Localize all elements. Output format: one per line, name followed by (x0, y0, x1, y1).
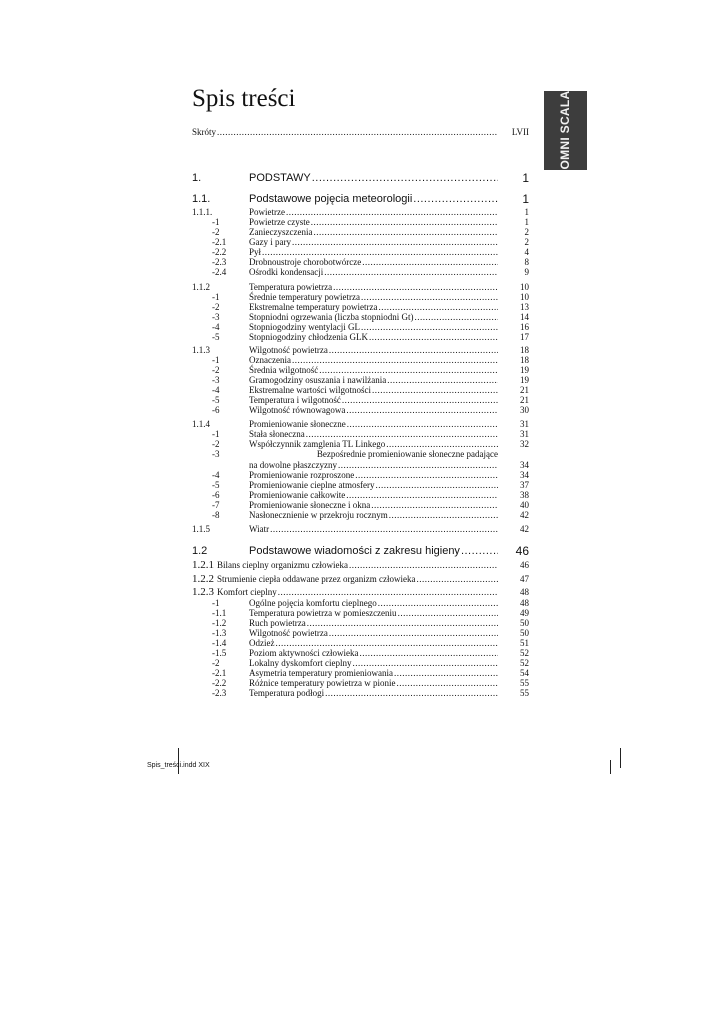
toc-row[interactable] (192, 170, 529, 186)
toc-page: 40 (520, 500, 529, 510)
toc-label: Promieniowanie cieplne atmosfery ..... (249, 479, 498, 491)
footer-file-info: Spis_treści.indd XIX (147, 762, 210, 769)
toc-number: 1.1.1. (192, 207, 213, 217)
toc-row[interactable] (192, 509, 529, 521)
toc-label: Gazy i pary ..... (249, 236, 498, 248)
toc-number: -5 (212, 395, 220, 405)
toc-page: 54 (520, 668, 529, 678)
toc-label: Komfort cieplny ..... (217, 585, 498, 599)
toc-page: 17 (520, 332, 529, 342)
toc-label: Gramogodziny osuszania i nawilżania ..... (249, 374, 498, 386)
crop-mark (620, 748, 621, 768)
toc-number: -2 (212, 227, 220, 237)
toc-page: 19 (520, 375, 529, 385)
toc-number: 1.1. (192, 193, 211, 205)
toc-number: 1. (192, 172, 202, 184)
toc-row[interactable] (192, 558, 529, 572)
toc-number: -2.2 (212, 247, 227, 257)
toc-label: Różnice temperatury powietrza w pionie ..... (249, 677, 498, 689)
toc-page: 18 (520, 345, 529, 355)
toc-label: Ekstremalne wartości wilgotności ..... (249, 384, 498, 396)
toc-label: PODSTAWY ..... (249, 170, 498, 186)
toc-label: Promieniowanie całkowite ..... (249, 489, 498, 501)
toc-label: Drobnoustroje chorobotwórcze ..... (249, 256, 498, 268)
toc-label: Strumienie ciepła oddawane przez organizm człowieka ..... (217, 572, 498, 586)
toc-page: 2 (524, 237, 529, 247)
toc-page: 51 (520, 638, 529, 648)
toc-page: 16 (520, 322, 529, 332)
crop-mark (178, 748, 179, 774)
toc-row[interactable] (192, 331, 529, 343)
toc-page: 46 (520, 560, 529, 570)
toc-page: 1 (524, 207, 529, 217)
toc-label: Ekstremalne temperatury powietrza ..... (249, 301, 498, 313)
toc-number: -2.1 (212, 237, 227, 247)
toc-label: Wiatr ..... (249, 523, 498, 535)
toc-page: 49 (520, 608, 529, 618)
brand-logo-text: OMNI SCALA (558, 90, 572, 170)
toc-page: 34 (520, 460, 529, 470)
toc-number: -2 (212, 439, 220, 449)
toc-number: -1.3 (212, 628, 227, 638)
toc-label: Ruch powietrza ..... (249, 617, 498, 629)
toc-label: Asymetria temperatury promieniowania ..... (249, 667, 498, 679)
toc-label: Poziom aktywności człowieka ..... (249, 647, 498, 659)
toc-number: -5 (212, 332, 220, 342)
toc-page: 31 (520, 429, 529, 439)
toc-label: na dowolne płaszczyzny ..... (249, 459, 498, 471)
toc-row[interactable] (192, 191, 529, 207)
toc-page: 10 (520, 292, 529, 302)
toc-label: Współczynnik zamglenia TL Linkego ..... (249, 438, 498, 450)
toc-number: 1.2.1 (192, 559, 214, 571)
toc-label: Stopniogodziny wentylacji GL ..... (249, 321, 498, 333)
toc-label: Lokalny dyskomfort cieplny ..... (249, 657, 498, 669)
toc-number: -6 (212, 405, 220, 415)
toc-number: -1 (212, 217, 220, 227)
toc-label: Nasłonecznienie w przekroju rocznym ..... (249, 509, 498, 521)
toc-label: Podstawowe pojęcia meteorologii ..... (249, 191, 498, 207)
toc-number: -1 (212, 355, 220, 365)
toc-page: 1 (524, 217, 529, 227)
toc-page: 19 (520, 365, 529, 375)
toc-page: 48 (520, 598, 529, 608)
toc-page: 21 (520, 385, 529, 395)
toc-number: 1.2.2 (192, 573, 214, 585)
toc-number: -2 (212, 302, 220, 312)
toc-number: -1 (212, 292, 220, 302)
toc-page: 38 (520, 490, 529, 500)
toc-number: -3 (212, 312, 220, 322)
toc-page: 50 (520, 618, 529, 628)
toc-page: 9 (524, 267, 529, 277)
toc-label: Ośrodki kondensacji ..... (249, 266, 498, 278)
toc-number: -4 (212, 470, 220, 480)
toc-label: Stała słoneczna ..... (249, 428, 498, 440)
toc-row[interactable] (192, 266, 529, 278)
toc-label: Zanieczyszczenia ..... (249, 226, 498, 238)
toc-row[interactable] (192, 572, 529, 586)
toc-number: 1.2 (192, 545, 208, 557)
toc-label: Odzież ..... (249, 637, 498, 649)
toc-number: -8 (212, 510, 220, 520)
toc-number: -1 (212, 598, 220, 608)
toc-page: 46 (515, 544, 529, 558)
toc-page: 18 (520, 355, 529, 365)
toc-number: 1.1.5 (192, 524, 210, 534)
toc-row[interactable] (192, 543, 529, 559)
toc-number: -3 (212, 449, 220, 459)
toc-page: 55 (520, 678, 529, 688)
toc-number: -1.1 (212, 608, 227, 618)
toc-number: 1.1.2 (192, 282, 210, 292)
toc-page: 42 (520, 510, 529, 520)
toc-label: Promieniowanie słoneczne ..... (249, 418, 498, 430)
toc-page: 37 (520, 480, 529, 490)
toc-page: 10 (520, 282, 529, 292)
toc-label: Wilgotność równowagowa ..... (249, 404, 498, 416)
toc-number: -7 (212, 500, 220, 510)
toc-page: 4 (524, 247, 529, 257)
toc-label: Oznaczenia ..... (249, 354, 498, 366)
toc-label: Promieniowanie rozproszone ..... (249, 469, 498, 481)
toc-page: 13 (520, 302, 529, 312)
toc-page: 52 (520, 648, 529, 658)
toc-page: 42 (520, 524, 529, 534)
toc-row[interactable] (192, 687, 529, 699)
toc-page: 31 (520, 419, 529, 429)
page-title: Spis treści (192, 85, 296, 112)
toc-number: -5 (212, 480, 220, 490)
toc-number: -2 (212, 365, 220, 375)
toc-page: 14 (520, 312, 529, 322)
toc-number: -4 (212, 385, 220, 395)
toc-number: 1.1.4 (192, 419, 210, 429)
toc-label: Skróty ..... (192, 126, 498, 138)
toc-page: LVII (511, 127, 529, 137)
toc-number: -6 (212, 490, 220, 500)
toc-page: 30 (520, 405, 529, 415)
toc-number: -2.2 (212, 678, 227, 688)
toc-number: -2.4 (212, 267, 227, 277)
toc-number: -2.1 (212, 668, 227, 678)
toc-number: -2.3 (212, 257, 227, 267)
toc-page: 1 (522, 192, 529, 206)
toc-page: 47 (520, 574, 529, 584)
toc-page: 34 (520, 470, 529, 480)
toc-page: 50 (520, 628, 529, 638)
toc-label: Powietrze czyste ..... (249, 216, 498, 228)
toc-number: -3 (212, 375, 220, 385)
toc-row[interactable] (192, 523, 529, 535)
toc-label: Promieniowanie słoneczne i okna ..... (249, 499, 498, 511)
toc-page: 2 (524, 227, 529, 237)
crop-mark (610, 760, 611, 774)
toc-row[interactable] (192, 404, 529, 416)
toc-label: Stopniogodziny chłodzenia GLK ..... (249, 331, 498, 343)
toc-number: -4 (212, 322, 220, 332)
toc-page: 32 (520, 439, 529, 449)
toc-number: 1.2.3 (192, 586, 214, 598)
toc-label: Pył ..... (249, 246, 498, 258)
toc-page: 21 (520, 395, 529, 405)
toc-label: Stopniodni ogrzewania (liczba stopniodni Gt) ..... (249, 311, 498, 323)
toc-number: -1.2 (212, 618, 227, 628)
toc-label: Bezpośrednie promieniowanie słoneczne padające (316, 449, 498, 459)
toc-label: Bilans cieplny organizmu człowieka ..... (217, 558, 498, 572)
toc-label: Temperatura podłogi ..... (249, 687, 498, 699)
toc-page: 52 (520, 658, 529, 668)
toc-label: Temperatura i wilgotność ..... (249, 394, 498, 406)
toc-label: Wilgotność powietrza ..... (249, 344, 498, 356)
toc-label: Średnia wilgotność ..... (249, 364, 498, 376)
toc-label: Temperatura powietrza ..... (249, 281, 498, 293)
toc-page: 1 (522, 171, 529, 185)
toc-number: 1.1.3 (192, 345, 210, 355)
toc-label: Temperatura powietrza w pomieszczeniu ..... (249, 607, 498, 619)
toc-number: -2 (212, 658, 220, 668)
toc-page: 55 (520, 688, 529, 698)
toc-number: -1.5 (212, 648, 227, 658)
toc-label: Podstawowe wiadomości z zakresu higieny ..... (249, 543, 498, 559)
toc-label: Średnie temperatury powietrza ..... (249, 291, 498, 303)
toc-number: -2.3 (212, 688, 227, 698)
toc-label: Ogólne pojęcia komfortu cieplnego ..... (249, 597, 498, 609)
toc-label: Wilgotność powietrza ..... (249, 627, 498, 639)
toc-number: -1 (212, 429, 220, 439)
toc-page: 8 (524, 257, 529, 267)
toc-label: Powietrze ..... (249, 206, 498, 218)
toc-number: -1.4 (212, 638, 227, 648)
toc-page: 48 (520, 587, 529, 597)
